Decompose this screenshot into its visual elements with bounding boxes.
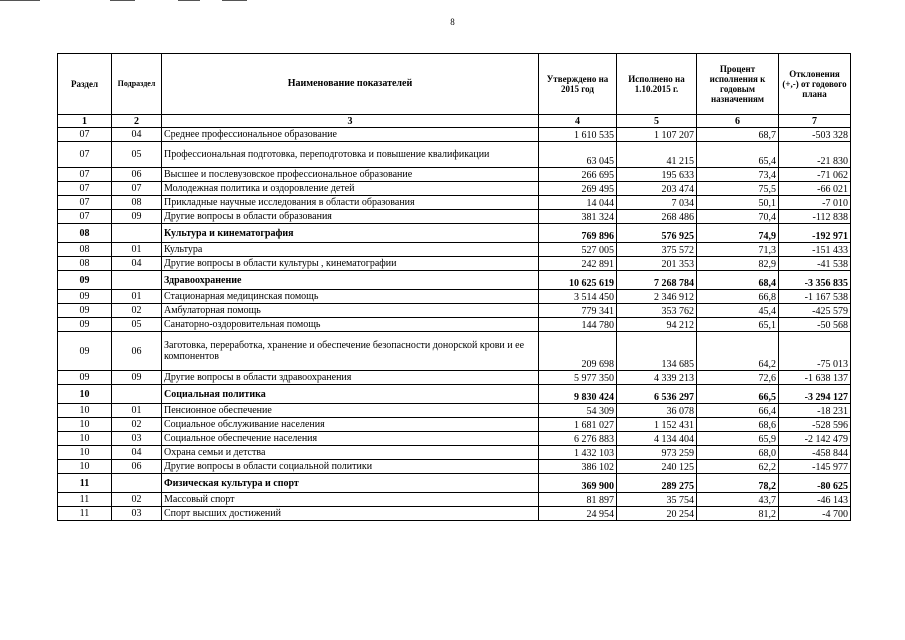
indicator-name: Амбулаторная помощь <box>162 304 539 318</box>
approved-amount: 1 681 027 <box>539 418 617 432</box>
approved-amount: 1 610 535 <box>539 128 617 142</box>
approved-amount: 14 044 <box>539 196 617 210</box>
table-row <box>58 507 851 521</box>
deviation-amount: -21 830 <box>779 142 851 168</box>
deviation-amount: -46 143 <box>779 493 851 507</box>
approved-amount: 386 102 <box>539 460 617 474</box>
execution-percent: 74,9 <box>697 224 779 243</box>
executed-amount: 4 134 404 <box>617 432 697 446</box>
section-code: 08 <box>58 257 112 271</box>
deviation-amount: -66 021 <box>779 182 851 196</box>
executed-amount: 268 486 <box>617 210 697 224</box>
execution-percent: 78,2 <box>697 474 779 493</box>
indicator-name: Профессиональная подготовка, переподготовка и повышение квалификации <box>162 142 539 168</box>
header-cell: Утверждено на 2015 год <box>539 54 617 115</box>
executed-amount: 240 125 <box>617 460 697 474</box>
executed-amount: 353 762 <box>617 304 697 318</box>
subsection-code: 04 <box>112 128 162 142</box>
indicator-name: Санаторно-оздоровительная помощь <box>162 318 539 332</box>
table-row <box>58 318 851 332</box>
executed-amount: 375 572 <box>617 243 697 257</box>
deviation-amount: -458 844 <box>779 446 851 460</box>
header-cell: Раздел <box>58 54 112 115</box>
subsection-code <box>112 385 162 404</box>
column-number: 7 <box>779 115 851 128</box>
subsection-code: 09 <box>112 210 162 224</box>
section-code: 07 <box>58 142 112 168</box>
header-cell: Наименование показателей <box>162 54 539 115</box>
approved-amount: 269 495 <box>539 182 617 196</box>
approved-amount: 144 780 <box>539 318 617 332</box>
table-row <box>58 332 851 371</box>
subsection-code: 06 <box>112 460 162 474</box>
column-number: 4 <box>539 115 617 128</box>
indicator-name: Социальное обеспечение населения <box>162 432 539 446</box>
execution-percent: 68,0 <box>697 446 779 460</box>
column-number: 2 <box>112 115 162 128</box>
deviation-amount: -151 433 <box>779 243 851 257</box>
section-code: 10 <box>58 385 112 404</box>
section-code: 10 <box>58 460 112 474</box>
section-row <box>58 271 851 290</box>
execution-percent: 66,8 <box>697 290 779 304</box>
indicator-name: Прикладные научные исследования в области образования <box>162 196 539 210</box>
section-code: 11 <box>58 474 112 493</box>
executed-amount: 203 474 <box>617 182 697 196</box>
indicator-name: Другие вопросы в области здравоохранения <box>162 371 539 385</box>
deviation-amount: -425 579 <box>779 304 851 318</box>
subsection-code: 03 <box>112 432 162 446</box>
table-row <box>58 142 851 168</box>
top-rule <box>178 0 200 1</box>
table-row <box>58 210 851 224</box>
indicator-name: Другие вопросы в области культуры , кинематографии <box>162 257 539 271</box>
section-code: 10 <box>58 404 112 418</box>
subsection-code: 08 <box>112 196 162 210</box>
table-row <box>58 257 851 271</box>
subsection-code: 06 <box>112 332 162 371</box>
top-rule <box>222 0 247 1</box>
indicator-name: Социальное обслуживание населения <box>162 418 539 432</box>
section-code: 11 <box>58 493 112 507</box>
deviation-amount: -80 625 <box>779 474 851 493</box>
execution-percent: 50,1 <box>697 196 779 210</box>
executed-amount: 4 339 213 <box>617 371 697 385</box>
executed-amount: 134 685 <box>617 332 697 371</box>
approved-amount: 527 005 <box>539 243 617 257</box>
column-number: 5 <box>617 115 697 128</box>
subsection-code: 01 <box>112 404 162 418</box>
section-code: 07 <box>58 196 112 210</box>
indicator-name: Высшее и послевузовское профессиональное образование <box>162 168 539 182</box>
subsection-code <box>112 474 162 493</box>
approved-amount: 5 977 350 <box>539 371 617 385</box>
approved-amount: 266 695 <box>539 168 617 182</box>
executed-amount: 2 346 912 <box>617 290 697 304</box>
indicator-name: Другие вопросы в области образования <box>162 210 539 224</box>
approved-amount: 779 341 <box>539 304 617 318</box>
indicator-name: Другие вопросы в области социальной политики <box>162 460 539 474</box>
table-row <box>58 418 851 432</box>
subsection-code: 02 <box>112 493 162 507</box>
section-code: 09 <box>58 290 112 304</box>
approved-amount: 369 900 <box>539 474 617 493</box>
execution-percent: 70,4 <box>697 210 779 224</box>
execution-percent: 68,4 <box>697 271 779 290</box>
column-number: 1 <box>58 115 112 128</box>
execution-percent: 72,6 <box>697 371 779 385</box>
executed-amount: 41 215 <box>617 142 697 168</box>
approved-amount: 1 432 103 <box>539 446 617 460</box>
column-number: 3 <box>162 115 539 128</box>
top-rule <box>0 0 40 1</box>
table-row <box>58 460 851 474</box>
section-code: 09 <box>58 371 112 385</box>
approved-amount: 10 625 619 <box>539 271 617 290</box>
approved-amount: 6 276 883 <box>539 432 617 446</box>
executed-amount: 6 536 297 <box>617 385 697 404</box>
executed-amount: 94 212 <box>617 318 697 332</box>
indicator-name: Молодежная политика и оздоровление детей <box>162 182 539 196</box>
top-rule <box>110 0 135 1</box>
table-row <box>58 404 851 418</box>
subsection-code: 02 <box>112 418 162 432</box>
execution-percent: 71,3 <box>697 243 779 257</box>
indicator-name: Культура <box>162 243 539 257</box>
indicator-name: Спорт высших достижений <box>162 507 539 521</box>
subsection-code: 01 <box>112 243 162 257</box>
table-row <box>58 196 851 210</box>
execution-percent: 64,2 <box>697 332 779 371</box>
table-row <box>58 493 851 507</box>
subsection-code <box>112 224 162 243</box>
deviation-amount: -41 538 <box>779 257 851 271</box>
table-row <box>58 182 851 196</box>
table-body <box>58 128 851 521</box>
execution-percent: 65,4 <box>697 142 779 168</box>
section-code: 07 <box>58 210 112 224</box>
header-cell: Подраздел <box>112 54 162 115</box>
subsection-code: 01 <box>112 290 162 304</box>
table-row <box>58 290 851 304</box>
section-code: 10 <box>58 432 112 446</box>
subsection-code: 05 <box>112 142 162 168</box>
deviation-amount: -71 062 <box>779 168 851 182</box>
table-row <box>58 128 851 142</box>
executed-amount: 20 254 <box>617 507 697 521</box>
indicator-name: Массовый спорт <box>162 493 539 507</box>
approved-amount: 54 309 <box>539 404 617 418</box>
column-number-row <box>58 115 851 128</box>
section-code: 11 <box>58 507 112 521</box>
execution-percent: 75,5 <box>697 182 779 196</box>
section-code: 09 <box>58 271 112 290</box>
page-number: 8 <box>450 17 455 27</box>
executed-amount: 195 633 <box>617 168 697 182</box>
section-row <box>58 385 851 404</box>
indicator-name: Стационарная медицинская помощь <box>162 290 539 304</box>
approved-amount: 242 891 <box>539 257 617 271</box>
approved-amount: 24 954 <box>539 507 617 521</box>
indicator-name: Здравоохранение <box>162 271 539 290</box>
section-row <box>58 474 851 493</box>
executed-amount: 35 754 <box>617 493 697 507</box>
deviation-amount: -18 231 <box>779 404 851 418</box>
approved-amount: 9 830 424 <box>539 385 617 404</box>
executed-amount: 201 353 <box>617 257 697 271</box>
execution-percent: 73,4 <box>697 168 779 182</box>
section-code: 08 <box>58 224 112 243</box>
deviation-amount: -7 010 <box>779 196 851 210</box>
indicator-name: Социальная политика <box>162 385 539 404</box>
section-code: 08 <box>58 243 112 257</box>
deviation-amount: -1 167 538 <box>779 290 851 304</box>
executed-amount: 7 268 784 <box>617 271 697 290</box>
executed-amount: 289 275 <box>617 474 697 493</box>
deviation-amount: -145 977 <box>779 460 851 474</box>
section-code: 10 <box>58 418 112 432</box>
table-row <box>58 168 851 182</box>
execution-percent: 82,9 <box>697 257 779 271</box>
execution-percent: 66,4 <box>697 404 779 418</box>
subsection-code: 04 <box>112 257 162 271</box>
deviation-amount: -1 638 137 <box>779 371 851 385</box>
header-cell: Процент исполнения к годовым назначениям <box>697 54 779 115</box>
section-code: 09 <box>58 332 112 371</box>
indicator-name: Охрана семьи и детства <box>162 446 539 460</box>
indicator-name: Культура и кинематография <box>162 224 539 243</box>
executed-amount: 576 925 <box>617 224 697 243</box>
executed-amount: 1 107 207 <box>617 128 697 142</box>
section-code: 07 <box>58 168 112 182</box>
approved-amount: 63 045 <box>539 142 617 168</box>
subsection-code: 09 <box>112 371 162 385</box>
subsection-code: 06 <box>112 168 162 182</box>
approved-amount: 381 324 <box>539 210 617 224</box>
table-row <box>58 304 851 318</box>
header-cell: Отклонения (+,-) от годового плана <box>779 54 851 115</box>
executed-amount: 7 034 <box>617 196 697 210</box>
table-row <box>58 371 851 385</box>
executed-amount: 973 259 <box>617 446 697 460</box>
approved-amount: 769 896 <box>539 224 617 243</box>
column-number: 6 <box>697 115 779 128</box>
section-code: 07 <box>58 128 112 142</box>
table-row <box>58 243 851 257</box>
header-cell: Исполнено на 1.10.2015 г. <box>617 54 697 115</box>
section-row <box>58 224 851 243</box>
execution-percent: 45,4 <box>697 304 779 318</box>
indicator-name: Среднее профессиональное образование <box>162 128 539 142</box>
deviation-amount: -503 328 <box>779 128 851 142</box>
execution-percent: 68,7 <box>697 128 779 142</box>
section-code: 09 <box>58 318 112 332</box>
execution-percent: 68,6 <box>697 418 779 432</box>
approved-amount: 209 698 <box>539 332 617 371</box>
execution-percent: 65,1 <box>697 318 779 332</box>
executed-amount: 1 152 431 <box>617 418 697 432</box>
header-row <box>58 54 851 115</box>
subsection-code <box>112 271 162 290</box>
table-row <box>58 446 851 460</box>
indicator-name: Физическая культура и спорт <box>162 474 539 493</box>
deviation-amount: -75 013 <box>779 332 851 371</box>
execution-percent: 66,5 <box>697 385 779 404</box>
deviation-amount: -112 838 <box>779 210 851 224</box>
subsection-code: 07 <box>112 182 162 196</box>
table-row <box>58 432 851 446</box>
execution-percent: 81,2 <box>697 507 779 521</box>
approved-amount: 3 514 450 <box>539 290 617 304</box>
section-code: 07 <box>58 182 112 196</box>
subsection-code: 02 <box>112 304 162 318</box>
execution-percent: 43,7 <box>697 493 779 507</box>
execution-percent: 65,9 <box>697 432 779 446</box>
deviation-amount: -2 142 479 <box>779 432 851 446</box>
approved-amount: 81 897 <box>539 493 617 507</box>
budget-table <box>57 53 851 521</box>
deviation-amount: -192 971 <box>779 224 851 243</box>
deviation-amount: -50 568 <box>779 318 851 332</box>
deviation-amount: -528 596 <box>779 418 851 432</box>
execution-percent: 62,2 <box>697 460 779 474</box>
section-code: 09 <box>58 304 112 318</box>
subsection-code: 04 <box>112 446 162 460</box>
executed-amount: 36 078 <box>617 404 697 418</box>
subsection-code: 03 <box>112 507 162 521</box>
section-code: 10 <box>58 446 112 460</box>
indicator-name: Заготовка, переработка, хранение и обеспечение безопасности донорской крови и ее компонентов <box>162 332 539 371</box>
indicator-name: Пенсионное обеспечение <box>162 404 539 418</box>
subsection-code: 05 <box>112 318 162 332</box>
deviation-amount: -4 700 <box>779 507 851 521</box>
deviation-amount: -3 356 835 <box>779 271 851 290</box>
deviation-amount: -3 294 127 <box>779 385 851 404</box>
